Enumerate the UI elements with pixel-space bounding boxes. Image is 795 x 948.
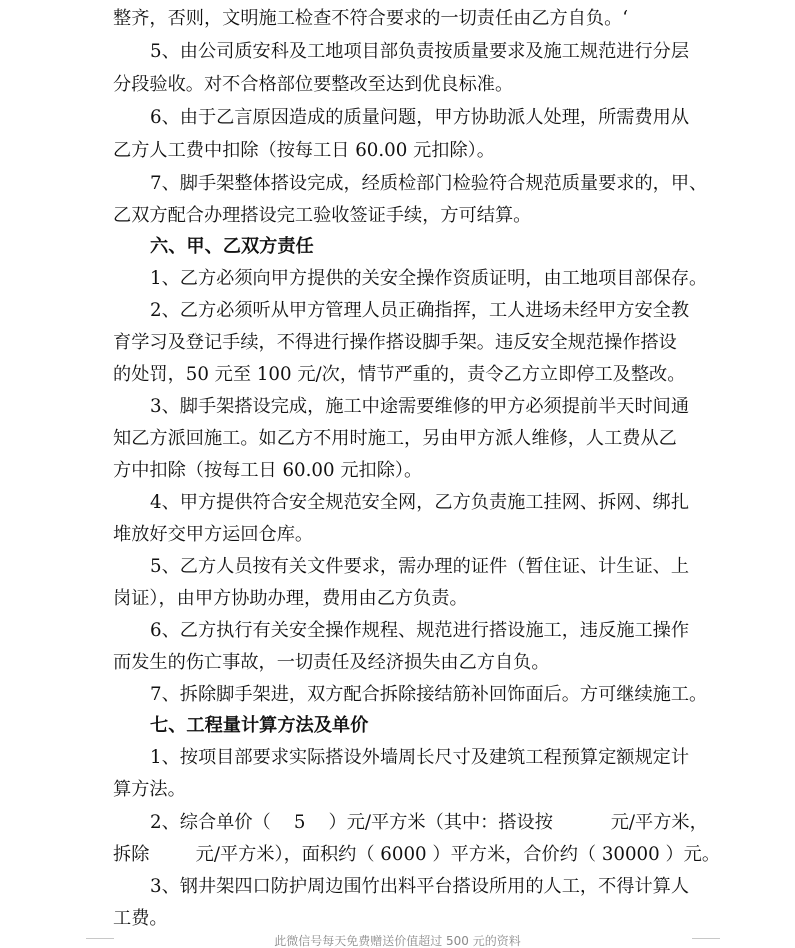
- text-line: 方中扣除（按每工日 60.00 元扣除）。: [113, 460, 423, 481]
- text-line: 岗证），由甲方协助办理，费用由乙方负责。: [113, 588, 468, 609]
- text-line: 拆除 元/平方米），面积约（ 6000 ）平方米，合价约（ 30000 ）元。: [113, 844, 721, 865]
- text-line: 工费。: [113, 908, 168, 929]
- text-line: 7、脚手架整体搭设完成，经质检部门检验符合规范质量要求的，甲、: [150, 173, 708, 194]
- text-line: 堆放好交甲方运回仓库。: [113, 524, 314, 545]
- text-line: 知乙方派回施工。如乙方不用时施工，另由甲方派人维修，人工费从乙: [113, 428, 677, 449]
- text-line: 育学习及登记手续，不得进行操作搭设脚手架。违反安全规范操作搭设: [113, 332, 677, 353]
- text-line: 整齐，否则，文明施工检查不符合要求的一切责任由乙方自负。‘: [113, 8, 629, 29]
- text-line: 乙方人工费中扣除（按每工日 60.00 元扣除）。: [113, 140, 495, 161]
- text-line: 2、乙方必须听从甲方管理人员正确指挥，工人进场未经甲方安全教: [150, 300, 690, 321]
- text-line: 5、乙方人员按有关文件要求，需办理的证件（暂住证、计生证、上: [150, 556, 690, 577]
- section-heading: 六、甲、乙双方责任: [150, 236, 314, 257]
- text-line: 算方法。: [113, 779, 186, 800]
- text-line: 的处罚，50 元至 100 元/次，情节严重的，责令乙方立即停工及整改。: [113, 364, 686, 385]
- text-line: 2、综合单价（ 5 ）元/平方米（其中：搭设按 元/平方米，: [150, 812, 708, 833]
- text-line: 1、乙方必须向甲方提供的关安全操作资质证明，由工地项目部保存。: [150, 268, 708, 289]
- section-heading: 七、工程量计算方法及单价: [150, 715, 369, 736]
- text-line: 而发生的伤亡事故，一切责任及经济损失由乙方自负。: [113, 652, 550, 673]
- text-line: 4、甲方提供符合安全规范安全网，乙方负责施工挂网、拆网、绑扎: [150, 492, 690, 513]
- text-line: 5、由公司质安科及工地项目部负责按质量要求及施工规范进行分层: [150, 41, 690, 62]
- text-line: 乙双方配合办理搭设完工验收签证手续，方可结算。: [113, 205, 532, 226]
- text-line: 分段验收。对不合格部位要整改至达到优良标准。: [113, 74, 514, 95]
- text-line: 3、钢井架四口防护周边围竹出料平台搭设所用的人工，不得计算人: [150, 876, 690, 897]
- text-line: 7、拆除脚手架进，双方配合拆除接结筋补回饰面后。方可继续施工。: [150, 684, 708, 705]
- text-line: 3、脚手架搭设完成，施工中途需要维修的甲方必须提前半天时间通: [150, 396, 690, 417]
- text-line: 6、乙方执行有关安全操作规程、规范进行搭设施工，违反施工操作: [150, 620, 690, 641]
- text-line: 1、按项目部要求实际搭设外墙周长尺寸及建筑工程预算定额规定计: [150, 747, 690, 768]
- text-line: 6、由于乙言原因造成的质量问题，甲方协助派人处理，所需费用从: [150, 107, 690, 128]
- page-footer: 此微信号每天免费赠送价值超过 500 元的资料: [274, 934, 521, 948]
